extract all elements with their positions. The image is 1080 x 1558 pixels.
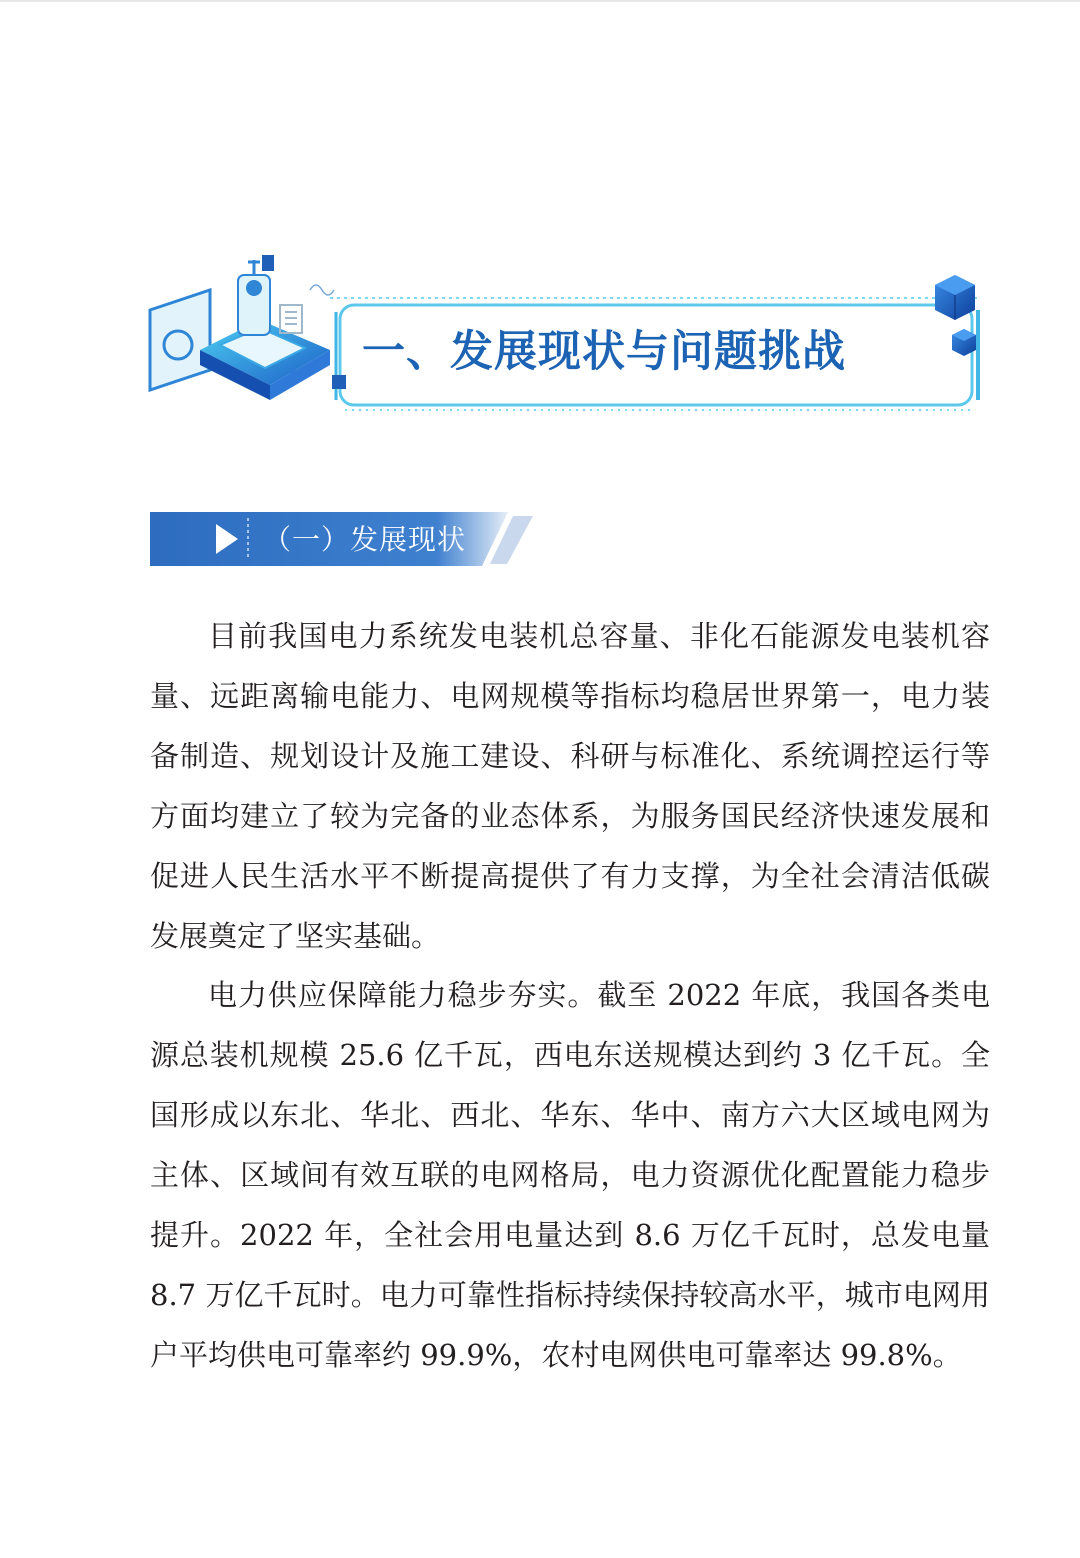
paragraph-overview: 目前我国电力系统发电装机总容量、非化石能源发电装机容量、远距离输电能力、电网规模等指标均稳居世界第一，电力装备制造、规划设计及施工建设、科研与标准化、系统调控运行等方面均建立了较为完备的业态体系，为服务国民经济快速发展和促进人民生活水平不断提高提供了有力支撑，为全社会清洁低碳发展奠定了坚实基础。 [150, 619, 990, 953]
page-top-edge [0, 0, 1080, 2]
section-title: （一）发展现状 [263, 523, 467, 556]
chapter-title: 一、发展现状与问题挑战 [362, 327, 846, 377]
paragraph-supply-capacity: 电力供应保障能力稳步夯实。截至 2022 年底，我国各类电源总装机规模 25.6 亿千瓦，西电东送规模达到约 3 亿千瓦。全国形成以东北、华北、西北、华东、华中、南方六大区域电网为主体、区域间有效互联的电网格局，电力资源优化配置能力稳步提升。2022 年，全社会用电量达到 8.6 万亿千瓦时，总发电量 8.7 万亿千瓦时。电力可靠性指标持续保持较高水平，城市电网用户平均供电可靠率约 99.9%，农村电网供电可靠率达 99.8%。 [150, 978, 990, 1372]
